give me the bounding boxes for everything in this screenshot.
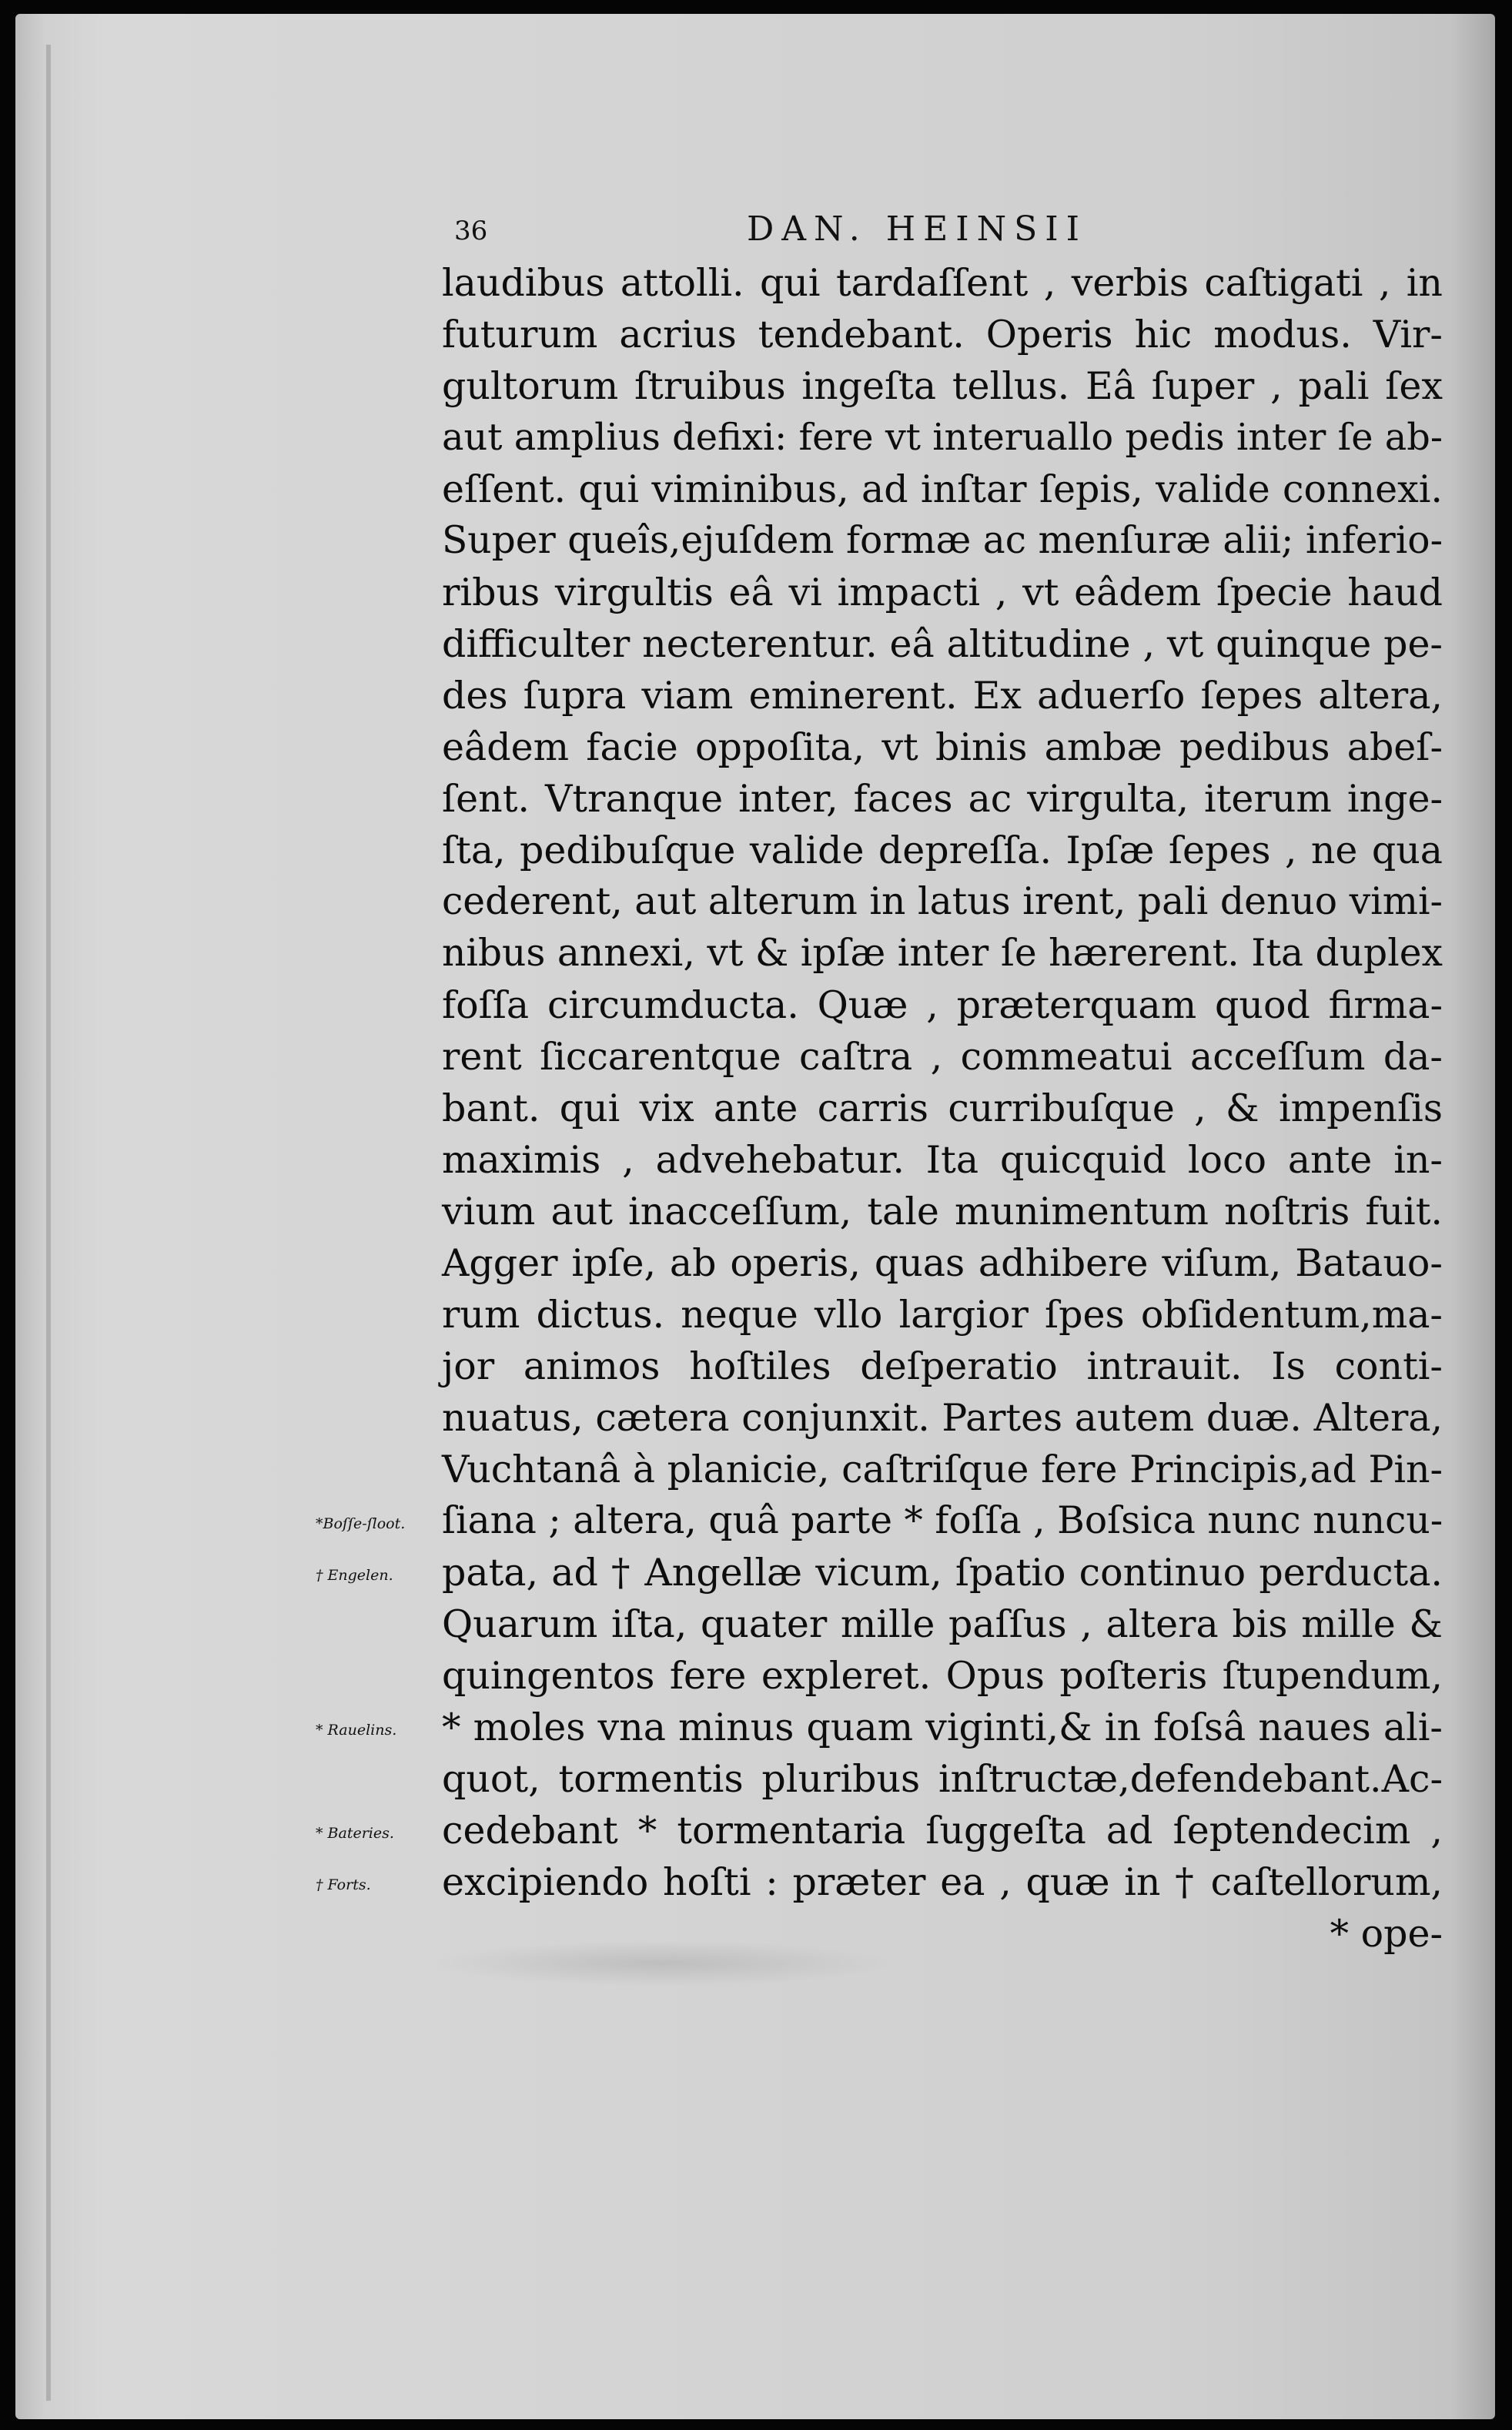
text-line: pata, ad † Angellæ vicum, ſpatio continuo perducta. — [442, 1551, 1443, 1595]
text-line: maximis , advehebatur. Ita quicquid loco ante in- — [442, 1138, 1443, 1182]
text-line: des ſupra viam eminerent. Ex aduerſo ſepes altera, — [442, 674, 1443, 718]
text-line: eſſent. qui viminibus, ad inſtar ſepis, valide connexi. — [442, 467, 1443, 511]
text-line: bant. qui vix ante carris curribuſque , & impenſis — [442, 1086, 1443, 1130]
text-line: jor animos hoſtiles deſperatio intrauit. Is conti- — [442, 1344, 1443, 1388]
text-line: rum dictus. neque vllo largior ſpes obſidentum,ma- — [442, 1293, 1443, 1337]
text-line: Agger ipſe, ab operis, quas adhibere viſum, Batauo- — [442, 1241, 1443, 1285]
text-line: rent ſiccarentque caſtra , commeatui acceſſum da- — [442, 1035, 1443, 1079]
text-line: Vuchtanâ à planicie, caſtriſque fere Principis,ad Pin- — [442, 1448, 1443, 1491]
show-through-smudge — [431, 1940, 893, 1987]
marginal-note: † Engelen. — [316, 1567, 393, 1584]
marginal-note: * Rauelins. — [316, 1722, 397, 1739]
text-line: Quarum iſta, quater mille paſſus , altera bis mille & — [442, 1602, 1443, 1646]
text-line: difficulter necterentur. eâ altitudine , vt quinque pe- — [442, 622, 1443, 666]
text-line: quingentos fere expleret. Opus poſteris ſtupendum, — [442, 1654, 1443, 1698]
text-line: nibus annexi, vt & ipſæ inter ſe hærerent. Ita duplex — [442, 932, 1443, 975]
page-number: 36 — [454, 216, 488, 246]
text-line: ſent. Vtranque inter, faces ac virgulta, iterum inge- — [442, 777, 1443, 821]
running-title: DAN. HEINSII — [747, 209, 1087, 249]
text-line: ſta, pedibuſque valide depreſſa. Ipſæ ſepes , ne qua — [442, 828, 1443, 872]
text-line: cederent, aut alterum in latus irent, pali denuo vimi- — [442, 880, 1443, 923]
text-line: nuatus, cætera conjunxit. Partes autem duæ. Altera, — [442, 1396, 1443, 1440]
text-line: quot, tormentis pluribus inſtructæ,defendebant.Ac- — [442, 1757, 1443, 1801]
text-line: aut amplius defixi: fere vt interuallo pedis inter ſe ab- — [442, 417, 1443, 459]
text-line: excipiendo hoſti : præter ea , quæ in † caſtellorum, — [442, 1860, 1443, 1904]
marginal-note: * Bateries. — [316, 1825, 394, 1842]
text-line: laudibus attolli. qui tardaſſent , verbis caſtigati , in — [442, 261, 1443, 305]
page-gutter — [46, 45, 51, 2401]
text-line: futurum acrius tendebant. Operis hic modus. Vir- — [442, 313, 1443, 356]
catchword: * ope- — [1330, 1912, 1443, 1956]
text-line: ſiana ; altera, quâ parte * foſſa , Boſsica nunc nuncu- — [442, 1499, 1443, 1542]
body-text — [442, 257, 1443, 1960]
text-line: gultorum ſtruibus ingeſta tellus. Eâ ſuper , pali ſex — [442, 364, 1443, 408]
text-line: Super queîs,ejuſdem formæ ac menſuræ alii; inferio- — [442, 519, 1443, 562]
text-line: vium aut inacceſſum, tale munimentum noſtris fuit. — [442, 1190, 1443, 1233]
marginal-note: † Forts. — [316, 1876, 371, 1893]
marginal-note: *Boſſe-ſloot. — [316, 1515, 406, 1532]
text-line: eâdem facie oppoſita, vt binis ambæ pedibus abeſ- — [442, 725, 1443, 769]
text-line: * moles vna minus quam viginti,& in foſsâ naues ali- — [442, 1705, 1443, 1749]
page-header — [454, 209, 1455, 256]
text-line: foſſa circumducta. Quæ , præterquam quod firma- — [442, 983, 1443, 1027]
text-line: ribus virgultis eâ vi impacti , vt eâdem ſpecie haud — [442, 571, 1443, 614]
text-line: cedebant * tormentaria ſuggeſta ad ſeptendecim , — [442, 1809, 1443, 1853]
